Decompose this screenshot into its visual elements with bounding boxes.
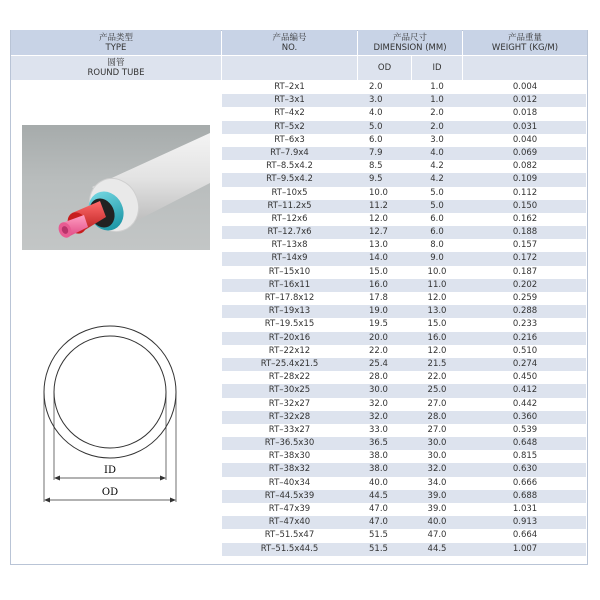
product-no: RT–4x2 [274, 108, 305, 119]
table-row [222, 345, 586, 358]
product-no: RT–30x25 [268, 385, 311, 396]
table-row [222, 463, 586, 476]
id-value: 11.0 [427, 279, 447, 290]
id-value: 3.0 [430, 134, 444, 145]
product-no: RT–20x16 [268, 332, 311, 343]
table-row [222, 94, 586, 107]
weight-value: 0.648 [512, 438, 538, 449]
product-no: RT–33x27 [268, 424, 311, 435]
table-row [222, 121, 586, 134]
od-value: 17.8 [369, 293, 388, 303]
id-value: 5.0 [430, 187, 444, 198]
weight-value: 0.031 [512, 121, 538, 132]
table-row [222, 384, 586, 397]
header-weight-cn: 产品重量 [507, 32, 542, 43]
weight-value: 0.012 [512, 95, 538, 106]
subheader-id [412, 56, 462, 80]
table-row [222, 81, 586, 94]
od-value: 44.5 [369, 490, 388, 501]
weight-value: 0.082 [512, 161, 538, 172]
id-value: 40.0 [427, 517, 447, 528]
id-value: 15.0 [427, 319, 447, 330]
product-no: RT–11.2x5 [267, 200, 312, 211]
header-no-en: NO. [281, 42, 298, 53]
table-row [222, 252, 586, 265]
od-value: 8.5 [369, 161, 383, 172]
weight-value: 0.664 [512, 530, 538, 541]
weight-value: 0.187 [512, 266, 538, 277]
od-value: 12.0 [369, 213, 388, 224]
table-row [222, 503, 586, 516]
header-no [222, 30, 357, 55]
header-dimension-cn: 产品尺寸 [392, 32, 427, 43]
weight-value: 0.162 [512, 213, 538, 224]
weight-value: 0.666 [512, 477, 538, 488]
id-value: 25.0 [427, 385, 447, 396]
od-value: 10.0 [369, 187, 388, 198]
table-row [222, 450, 586, 463]
id-value: 5.0 [430, 200, 444, 211]
id-value: 2.0 [430, 108, 444, 119]
subheader-weight-blank [463, 56, 587, 80]
id-value: 39.0 [427, 490, 447, 501]
product-no: RT–38x30 [268, 451, 311, 462]
weight-value: 0.815 [512, 451, 538, 462]
table-row [222, 477, 586, 490]
subheader-id-label: ID [432, 63, 442, 73]
weight-value: 0.069 [512, 147, 538, 158]
product-no: RT–6x3 [274, 134, 305, 145]
weight-value: 0.188 [512, 227, 538, 238]
id-value: 1.0 [430, 82, 444, 92]
table-row [222, 226, 586, 239]
weight-value: 0.360 [512, 411, 538, 422]
id-value: 6.0 [430, 213, 444, 224]
weight-value: 0.109 [512, 174, 538, 185]
table-row [222, 490, 586, 503]
product-no: RT–22x12 [268, 345, 311, 356]
cross-section-diagram [38, 320, 198, 510]
table-row [222, 411, 586, 424]
od-value: 6.0 [369, 134, 383, 145]
weight-value: 0.442 [512, 398, 538, 409]
id-value: 2.0 [430, 121, 444, 132]
product-no: RT–5x2 [274, 121, 305, 132]
id-value: 22.0 [427, 372, 447, 383]
table-row [222, 424, 586, 437]
id-value: 30.0 [427, 451, 447, 462]
weight-value: 0.216 [512, 332, 538, 343]
product-no: RT–12.7x6 [267, 227, 312, 238]
id-value: 28.0 [427, 411, 447, 422]
id-value: 32.0 [427, 464, 447, 475]
table-row [222, 266, 586, 279]
product-no: RT–13x8 [271, 240, 308, 251]
tube-illustration [22, 125, 210, 250]
od-value: 12.7 [369, 227, 388, 238]
id-value: 12.0 [427, 293, 447, 303]
id-value: 4.2 [430, 161, 444, 172]
table-row [222, 358, 586, 371]
product-no: RT–51.5x47 [264, 530, 315, 541]
od-value: 14.0 [369, 253, 388, 264]
product-no: RT–7.9x4 [270, 147, 309, 158]
inner-circle [54, 336, 166, 448]
product-no: RT–10x5 [271, 187, 308, 198]
product-no: RT–47x40 [268, 517, 311, 528]
table-row [222, 371, 586, 384]
weight-value: 0.274 [512, 358, 538, 369]
table-row [222, 107, 586, 120]
od-value: 51.5 [369, 543, 388, 554]
product-no: RT–2x1 [274, 82, 305, 92]
product-no: RT–38x32 [268, 464, 311, 475]
id-value: 13.0 [427, 306, 447, 317]
product-no: RT–36.5x30 [264, 438, 315, 449]
table-row [222, 239, 586, 252]
product-no: RT–16x11 [268, 279, 311, 290]
table-row [222, 318, 586, 331]
weight-value: 1.007 [512, 543, 538, 554]
id-label: ID [104, 465, 116, 476]
id-value: 12.0 [427, 345, 447, 356]
weight-value: 0.539 [512, 424, 538, 435]
table-row [222, 543, 586, 556]
weight-value: 0.913 [512, 517, 538, 528]
id-value: 27.0 [427, 424, 447, 435]
table-row [222, 147, 586, 160]
id-value: 16.0 [427, 332, 447, 343]
od-value: 15.0 [369, 266, 388, 277]
header-weight [463, 30, 587, 55]
table-row [222, 398, 586, 411]
subheader-od [358, 56, 411, 80]
header-type-cn: 产品类型 [98, 32, 133, 43]
weight-value: 0.202 [512, 279, 538, 290]
table-row [222, 173, 586, 186]
table-row [222, 292, 586, 305]
product-no: RT–32x28 [268, 411, 311, 422]
table-row [222, 134, 586, 147]
product-no: RT–12x6 [271, 213, 308, 224]
product-no: RT–17.8x12 [264, 293, 315, 303]
od-value: 32.0 [369, 398, 388, 409]
id-value: 30.0 [427, 438, 447, 449]
id-value: 39.0 [427, 504, 447, 514]
od-value: 19.5 [369, 319, 388, 330]
header-dimension [358, 30, 462, 55]
table-row [222, 187, 586, 200]
table-row [222, 529, 586, 542]
weight-value: 0.233 [512, 319, 538, 330]
weight-value: 1.031 [512, 504, 538, 514]
od-value: 33.0 [369, 424, 388, 435]
table-row [222, 279, 586, 292]
product-no: RT–40x34 [268, 477, 311, 488]
product-no: RT–8.5x4.2 [266, 161, 313, 172]
od-value: 47.0 [369, 517, 388, 528]
weight-value: 0.288 [512, 306, 538, 317]
weight-value: 0.688 [512, 490, 538, 501]
product-no: RT–32x27 [268, 398, 311, 409]
subheader-od-label: OD [377, 63, 392, 73]
od-value: 25.4 [369, 358, 388, 369]
header-dimension-en: DIMENSION (MM) [373, 42, 447, 53]
weight-value: 0.150 [512, 200, 538, 211]
product-no: RT–51.5x44.5 [260, 543, 319, 554]
table-row [222, 332, 586, 345]
od-value: 4.0 [369, 108, 383, 119]
table-row [222, 160, 586, 173]
od-value: 19.0 [369, 306, 388, 317]
product-no: RT–44.5x39 [264, 490, 315, 501]
id-value: 10.0 [427, 266, 447, 277]
weight-value: 0.450 [512, 372, 538, 383]
id-value: 4.0 [430, 147, 444, 158]
weight-value: 0.259 [512, 293, 538, 303]
od-value: 3.0 [369, 95, 383, 106]
od-value: 7.9 [369, 147, 383, 158]
product-no: RT–14x9 [271, 253, 308, 264]
id-value: 6.0 [430, 227, 444, 238]
id-value: 47.0 [427, 530, 447, 541]
od-value: 13.0 [369, 240, 388, 251]
weight-value: 0.630 [512, 464, 538, 475]
product-no: RT–9.5x4.2 [266, 174, 313, 185]
product-no: RT–25.4x21.5 [260, 358, 319, 369]
weight-value: 0.172 [512, 253, 538, 264]
table-row [222, 305, 586, 318]
id-value: 1.0 [430, 95, 444, 106]
od-value: 5.0 [369, 121, 383, 132]
table-row [222, 516, 586, 529]
od-value: 2.0 [369, 82, 383, 92]
product-no: RT–47x39 [268, 504, 311, 514]
od-value: 11.2 [369, 200, 388, 211]
product-no: RT–19x13 [268, 306, 311, 317]
od-value: 32.0 [369, 411, 388, 422]
table-row [222, 213, 586, 226]
product-no: RT–28x22 [268, 372, 311, 383]
header-weight-en: WEIGHT (KG/M) [491, 42, 559, 53]
id-value: 21.5 [427, 358, 447, 369]
subheader-no-blank [222, 56, 357, 80]
outer-circle [44, 326, 176, 458]
od-value: 16.0 [369, 279, 388, 290]
od-value: 47.0 [369, 504, 388, 514]
od-value: 38.0 [369, 464, 388, 475]
id-value: 34.0 [427, 477, 447, 488]
od-value: 28.0 [369, 372, 388, 383]
weight-value: 0.040 [512, 134, 538, 145]
od-value: 36.5 [369, 438, 388, 449]
id-value: 4.2 [430, 174, 444, 185]
id-value: 9.0 [430, 253, 444, 264]
table-row [222, 200, 586, 213]
product-no: RT–19.5x15 [264, 319, 315, 330]
id-value: 8.0 [430, 240, 444, 251]
product-table-body [222, 81, 586, 556]
od-value: 40.0 [369, 477, 388, 488]
weight-value: 0.412 [512, 385, 538, 396]
od-value: 51.5 [369, 530, 388, 541]
od-value: 22.0 [369, 345, 388, 356]
round-tube-photo [22, 125, 210, 250]
weight-value: 0.112 [512, 187, 538, 198]
od-value: 30.0 [369, 385, 388, 396]
header-type-en: TYPE [105, 42, 127, 53]
od-value: 20.0 [369, 332, 388, 343]
subheader-category-en: ROUND TUBE [87, 68, 145, 78]
subheader-category [11, 56, 221, 80]
od-label: OD [101, 487, 119, 498]
weight-value: 0.004 [512, 82, 538, 92]
id-value: 44.5 [427, 543, 447, 554]
header-type [11, 30, 221, 55]
subheader-category-cn: 圆管 [107, 58, 125, 68]
table-row [222, 437, 586, 450]
id-value: 27.0 [427, 398, 447, 409]
od-value: 38.0 [369, 451, 388, 462]
header-no-cn: 产品编号 [272, 32, 307, 43]
weight-value: 0.018 [512, 108, 538, 119]
product-no: RT–15x10 [268, 266, 311, 277]
weight-value: 0.510 [512, 345, 538, 356]
weight-value: 0.157 [512, 240, 538, 251]
product-no: RT–3x1 [274, 95, 305, 106]
od-value: 9.5 [369, 174, 383, 185]
